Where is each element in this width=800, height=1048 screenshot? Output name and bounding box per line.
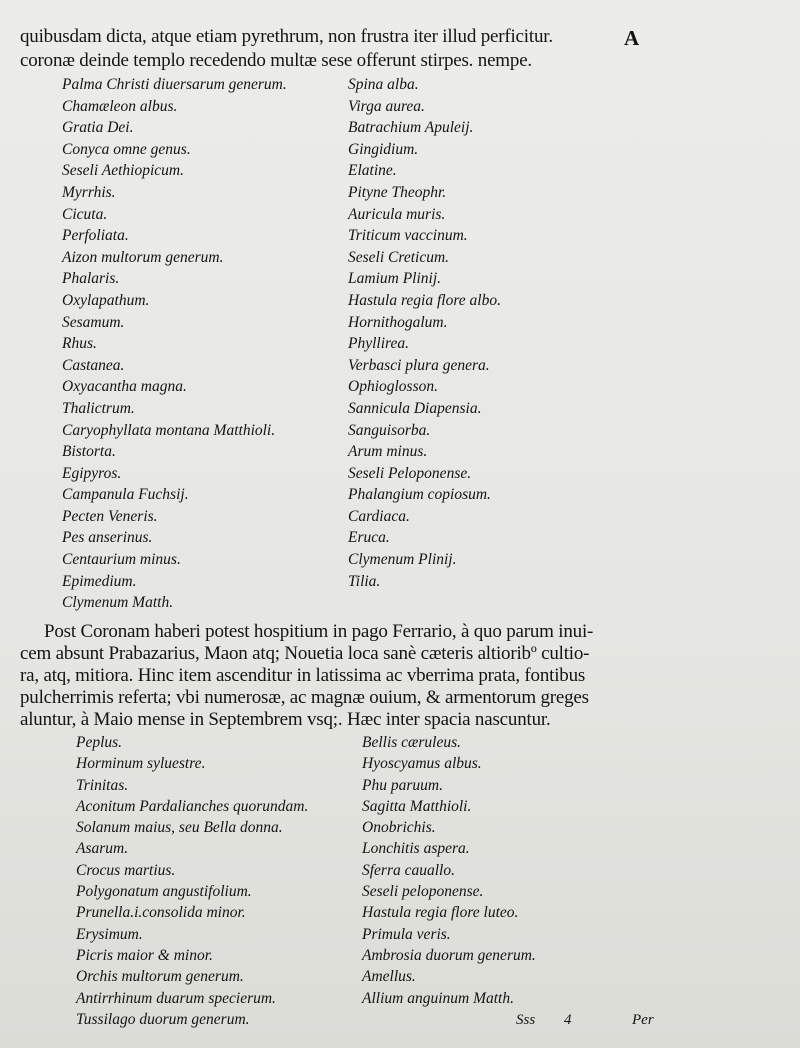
- plant-name-item: Gratia Dei.: [62, 119, 134, 137]
- plant-name-item: Clymenum Plinij.: [348, 551, 457, 569]
- plant-name-item: Pityne Theophr.: [348, 183, 447, 201]
- plant-name-item: Thalictrum.: [62, 399, 135, 417]
- signature-mark: Sss: [516, 1012, 536, 1028]
- plant-list-1-right: [348, 74, 501, 592]
- plant-name-item: Primula veris.: [362, 925, 451, 943]
- plant-name-item: Clymenum Matth.: [62, 594, 174, 612]
- plant-name-item: Triticum vaccinum.: [348, 227, 468, 245]
- text-line-1: quibusdam dicta, atque etiam pyrethrum, non frustra iter illud perficitur.: [20, 26, 553, 47]
- plant-name-item: Allium anguinum Matth.: [362, 989, 514, 1007]
- plant-name-item: Tilia.: [348, 572, 381, 590]
- plant-name-item: Oxyacantha magna.: [62, 378, 187, 396]
- plant-name-item: Seseli Creticum.: [348, 248, 450, 266]
- plant-name-item: Hyoscyamus albus.: [362, 755, 482, 773]
- paragraph-line-5: aluntur, à Maio mense in Septembrem vsq;. Hæc inter spacia nascuntur.: [20, 709, 551, 730]
- plant-name-item: Centaurium minus.: [62, 551, 181, 569]
- plant-name-item: Pecten Veneris.: [62, 507, 158, 525]
- plant-name-item: Tussilago duorum generum.: [76, 1010, 250, 1028]
- plant-name-item: Perfoliata.: [62, 227, 129, 245]
- plant-name-item: Castanea.: [62, 356, 125, 374]
- plant-list-2-left: [76, 732, 308, 1030]
- plant-name-item: Batrachium Apuleij.: [348, 119, 474, 137]
- text-line-2: coronæ deinde templo recedendo multæ sese offerunt stirpes. nempe.: [20, 50, 532, 71]
- plant-name-item: Spina alba.: [348, 76, 419, 93]
- plant-name-item: Ambrosia duorum generum.: [362, 946, 536, 964]
- plant-name-item: Hastula regia flore albo.: [348, 291, 501, 309]
- section-marker: A: [624, 26, 640, 50]
- plant-name-item: Sesamum.: [62, 313, 125, 331]
- plant-name-item: Onobrichis.: [362, 819, 436, 837]
- plant-name-item: Peplus.: [76, 734, 123, 751]
- plant-name-item: Egipyros.: [62, 464, 122, 482]
- plant-name-item: Lamium Plinij.: [348, 270, 442, 288]
- plant-name-item: Arum minus.: [348, 443, 428, 461]
- plant-name-item: Chamæleon albus.: [62, 97, 178, 115]
- plant-name-item: Phu paruum.: [362, 776, 443, 794]
- plant-name-item: Seseli Peloponense.: [348, 464, 472, 482]
- plant-name-item: Sanguisorba.: [348, 421, 431, 439]
- plant-name-item: Lonchitis aspera.: [362, 840, 470, 858]
- plant-name-item: Phyllirea.: [348, 335, 409, 353]
- plant-name-item: Auricula muris.: [348, 205, 446, 223]
- plant-name-item: Horminum syluestre.: [76, 755, 206, 773]
- plant-name-item: Phalaris.: [62, 270, 120, 288]
- plant-name-item: Myrrhis.: [62, 183, 116, 201]
- plant-name-item: Phalangium copiosum.: [348, 486, 491, 504]
- paragraph-line-3: ra, atq, mitiora. Hinc item ascenditur in latissima ac vberrima prata, fontibus: [20, 665, 586, 686]
- plant-name-item: Orchis multorum generum.: [76, 968, 244, 986]
- plant-name-item: Elatine.: [348, 162, 397, 180]
- plant-name-item: Sannicula Diapensia.: [348, 399, 482, 417]
- paragraph-line-4: pulcherrimis referta; vbi numerosæ, ac magnæ ouium, & armentorum greges: [20, 687, 589, 708]
- plant-list-2-right: [362, 732, 536, 1009]
- plant-name-item: Eruca.: [348, 529, 390, 547]
- plant-name-item: Gingidium.: [348, 140, 419, 158]
- plant-name-item: Pes anserinus.: [62, 529, 153, 547]
- plant-name-item: Virga aurea.: [348, 97, 425, 115]
- plant-name-item: Hastula regia flore luteo.: [362, 904, 519, 922]
- plant-name-item: Amellus.: [362, 968, 416, 986]
- plant-name-item: Hornithogalum.: [348, 313, 448, 331]
- plant-name-item: Rhus.: [62, 335, 97, 353]
- plant-name-item: Caryophyllata montana Matthioli.: [62, 421, 276, 439]
- plant-name-item: Crocus martius.: [76, 861, 176, 879]
- plant-name-item: Aizon multorum generum.: [62, 248, 224, 266]
- plant-name-item: Antirrhinum duarum specierum.: [76, 989, 276, 1007]
- plant-name-item: Aconitum Pardalianches quorundam.: [76, 797, 309, 815]
- plant-list-1-left: [62, 74, 287, 614]
- plant-name-item: Epimedium.: [62, 572, 137, 590]
- plant-name-item: Cicuta.: [62, 205, 108, 223]
- plant-name-item: Sferra cauallo.: [362, 861, 455, 879]
- plant-name-item: Conyca omne genus.: [62, 140, 191, 158]
- paragraph-line-2: cem absunt Prabazarius, Maon atq; Nouetia loca sanè cæteris altioribº cultio-: [20, 643, 590, 664]
- plant-name-item: Picris maior & minor.: [76, 946, 213, 964]
- plant-name-item: Verbasci plura genera.: [348, 356, 490, 374]
- plant-name-item: Oxylapathum.: [62, 291, 150, 309]
- plant-name-item: Bellis cæruleus.: [362, 734, 462, 751]
- signature-number: 4: [564, 1012, 572, 1028]
- plant-name-item: Cardiaca.: [348, 507, 410, 525]
- paragraph-line-1: Post Coronam haberi potest hospitium in pago Ferrario, à quo parum inui-: [44, 621, 594, 642]
- plant-name-item: Campanula Fuchsij.: [62, 486, 189, 504]
- catchword: Per: [632, 1012, 654, 1028]
- plant-name-item: Asarum.: [76, 840, 129, 858]
- plant-name-item: Trinitas.: [76, 776, 129, 794]
- plant-name-item: Sagitta Matthioli.: [362, 797, 472, 815]
- plant-name-item: Erysimum.: [76, 925, 143, 943]
- plant-name-item: Seseli Aethiopicum.: [62, 162, 184, 180]
- plant-name-item: Ophioglosson.: [348, 378, 438, 396]
- plant-name-item: Seseli peloponense.: [362, 883, 484, 901]
- plant-name-item: Bistorta.: [62, 443, 116, 461]
- plant-name-item: Prunella.i.consolida minor.: [76, 904, 246, 922]
- plant-name-item: Solanum maius, seu Bella donna.: [76, 819, 283, 837]
- plant-name-item: Polygonatum angustifolium.: [76, 883, 252, 901]
- plant-name-item: Palma Christi diuersarum generum.: [62, 76, 287, 93]
